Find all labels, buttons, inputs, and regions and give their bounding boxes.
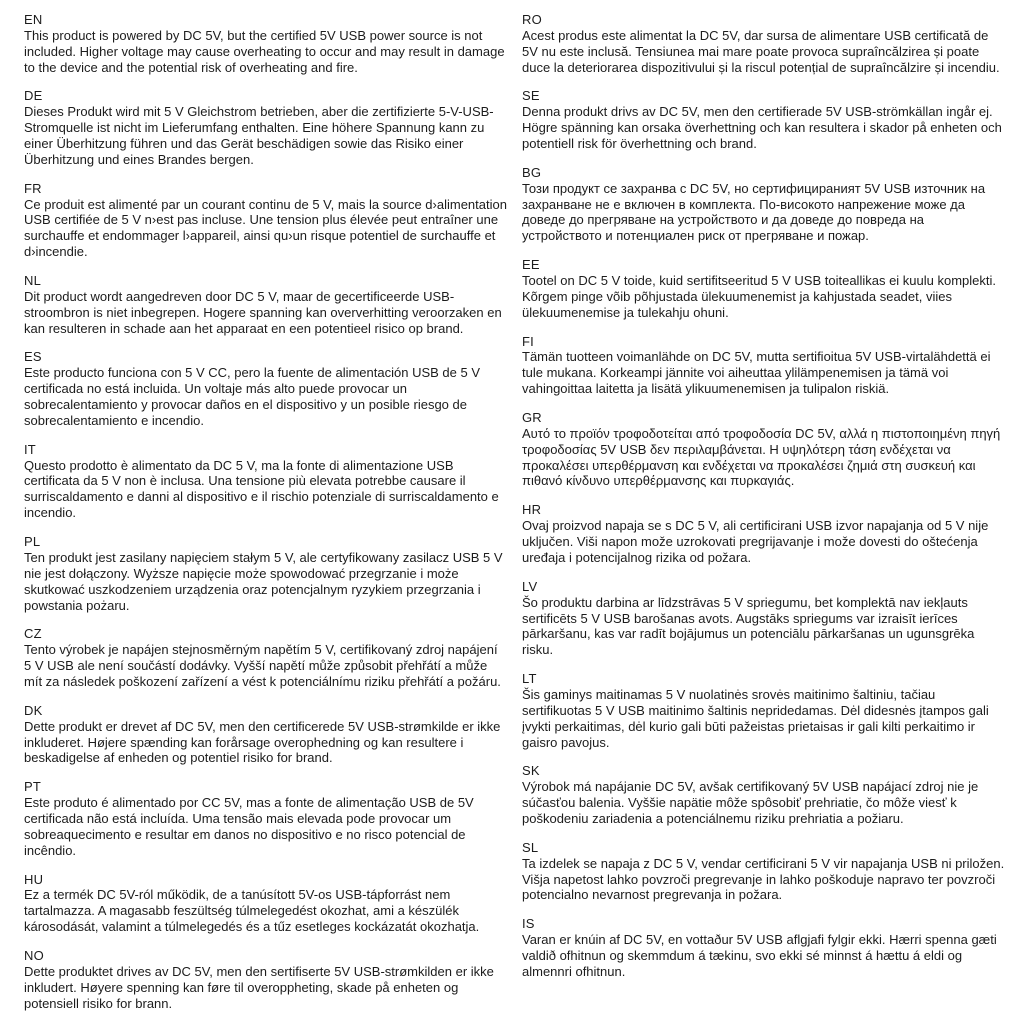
language-code: FI <box>522 333 534 349</box>
language-code: PL <box>24 534 41 550</box>
lang-section-en <box>24 12 508 75</box>
lang-section-sk <box>522 763 1006 826</box>
language-code: NO <box>24 947 44 963</box>
lang-section-es <box>24 349 508 428</box>
lang-section-fr <box>24 181 508 260</box>
warning-text: Dieses Produkt wird mit 5 V Gleichstrom betrieben, aber die zertifizierte 5-V-USB-Stromquelle ist nicht im Lieferumfang enthalten. Eine höhere Spannung kann zu einer Überhitzung führen und das Gerät beschädigen sowie das Risiko einer Überhitzung und eines Brandes bergen. <box>24 104 494 167</box>
language-code: NL <box>24 273 42 289</box>
warning-text: Denna produkt drivs av DC 5V, men den certifierade 5V USB-strömkällan ingår ej. Högre spänning kan orsaka överhettning och kan resultera i skador på enheten och potentiell risk för överhettning och brand. <box>522 104 1002 152</box>
warning-text: Tento výrobek je napájen stejnosměrným napětím 5 V, certifikovaný zdroj napájení 5 V USB ale není součástí dodávky. Vyšší napětí může způsobit přehřátí a může mít za následek poškození zařízení a vést k potenciálnímu riziku přehřátí a požáru. <box>24 642 501 689</box>
language-code: IS <box>522 916 535 932</box>
language-code: EE <box>522 257 540 273</box>
lang-section-bg <box>522 165 1006 244</box>
lang-section-de <box>24 88 508 167</box>
lang-section-nl <box>24 273 508 336</box>
language-code: DE <box>24 88 43 104</box>
warning-text: Este producto funciona con 5 V CC, pero la fuente de alimentación USB de 5 V certificada no está incluida. Un voltaje más alto puede provocar un sobrecalentamiento y provocar daños en el dispositivo y un posible riesgo de sobrecalentamiento e incendio. <box>24 365 480 428</box>
warning-text: Varan er knúin af DC 5V, en vottaður 5V USB aflgjafi fylgir ekki. Hærri spenna gæti valdið ofhitnun og skemmdum á tækinu, svo ekki sé minnst á hættu á eldi og almennri ofhitnun. <box>522 932 997 979</box>
warning-text: Tämän tuotteen voimanlähde on DC 5V, mutta sertifioitua 5V USB-virtalähdettä ei tule mukana. Korkeampi jännite voi aiheuttaa ylilämpenemisen ja tämä voi vahingoittaa laitetta ja lisätä ylikuumenemisen ja tulipalon riskiä. <box>522 349 991 397</box>
warning-text: Ovaj proizvod napaja se s DC 5 V, ali certificirani USB izvor napajanja od 5 V nije uključen. Viši napon može uzrokovati pregrijavanje i može dovesti do oštećenja uređaja i potencijalnog rizika od požara. <box>522 518 989 565</box>
lang-section-hr <box>522 502 1006 565</box>
warning-text: Šo produktu darbina ar līdzstrāvas 5 V spriegumu, bet komplektā nav iekļauts sertificēts 5 V USB barošanas avots. Augstāks spriegums var izraisīt ierīces pārkaršanu, kas var radīt bojājumus un potenciālu pārkaršanas un ugunsgrēka risku. <box>522 594 975 658</box>
warning-text: Výrobok má napájanie DC 5V, avšak certifikovaný 5V USB napájací zdroj nie je súčasťou balenia. Vyššie napätie môže spôsobiť prehriatie, čo môže viesť k poškodeniu zariadenia a potenciálnemu riziku prehriatia a požiaru. <box>522 779 979 826</box>
lang-section-dk <box>24 703 508 766</box>
warning-text: Αυτό το προϊόν τροφοδοτείται από τροφοδοσία DC 5V, αλλά η πιστοποιημένη πηγή τροφοδοσίας 5V USB δεν περιλαμβάνεται. Η υψηλότερη τάση ενδέχεται να προκαλέσει υπερθέρμανση και ενδέχεται να προκαλέσει ζημιά στη συσκευή και πιθανό κίνδυνο υπερθέρμανσης και πυρκαγιάς. <box>522 425 1001 489</box>
warning-text: Dit product wordt aangedreven door DC 5 V, maar de gecertificeerde USB-stroombron is niet inbegrepen. Hogere spanning kan oververhitting veroorzaken en kan resulteren in schade aan het apparaat en een potentieel risico op brand. <box>24 288 502 336</box>
warning-text: Ten produkt jest zasilany napięciem stałym 5 V, ale certyfikowany zasilacz USB 5 V nie jest dołączony. Wyższe napięcie może spowodować przegrzanie i może skutkować uszkodzeniem urządzenia oraz potencjalnym ryzykiem przegrzania i powstania pożaru. <box>24 549 503 613</box>
lang-section-gr <box>522 410 1006 489</box>
language-code: SK <box>522 763 540 779</box>
language-code: EN <box>24 12 43 27</box>
language-code: FR <box>24 180 42 196</box>
lang-section-ro <box>522 12 1006 75</box>
right-column <box>522 12 1006 1024</box>
warning-text: Ta izdelek se napaja z DC 5 V, vendar certificirani 5 V vir napajanja USB ni priložen. Višja napetost lahko povzroči pregrevanje in lahko poškoduje napravo ter povzroči potencialno nevarnost pregrevanja in požara. <box>522 855 1005 903</box>
warning-text: Questo prodotto è alimentato da DC 5 V, ma la fonte di alimentazione USB certificata da 5 V non è inclusa. Una tensione più elevata potrebbe causare il surriscaldamento e danni al dispositivo e il rischio potenziale di surriscaldamento e incendio. <box>24 457 499 521</box>
lang-section-ee <box>522 257 1006 320</box>
lang-section-pl <box>24 534 508 613</box>
lang-section-se <box>522 88 1006 151</box>
warning-text: Този продукт се захранва с DC 5V, но сертифицираният 5V USB източник на захранване не е включен в комплекта. По-високото напрежение може да доведе до прегряване на устройството и да доведе до повреда на устройството и потенциален риск от прегряване и пожар. <box>522 180 986 244</box>
lang-section-pt <box>24 779 508 858</box>
warning-text: Tootel on DC 5 V toide, kuid sertifitseeritud 5 V USB toiteallikas ei kuulu komplekti. Kõrgem pinge võib põhjustada ülekuumenemist ja kahjustada seadet, viies ülekuumenemise ja tulekahju ohuni. <box>522 273 997 320</box>
warning-text: Ez a termék DC 5V-ról működik, de a tanúsított 5V-os USB-tápforrást nem tartalmazza. A magasabb feszültség túlmelegedést okozhat, ami a készülék károsodását, valamint a túlmelegedés és a tűz esetleges kockázatát okozhatja. <box>24 887 480 935</box>
language-code: DK <box>24 702 43 718</box>
language-code: RO <box>522 12 542 27</box>
lang-section-hu <box>24 872 508 935</box>
language-code: ES <box>24 349 42 365</box>
lang-section-sl <box>522 840 1006 903</box>
language-code: PT <box>24 779 42 795</box>
language-code: SL <box>522 839 539 855</box>
warning-text: Acest produs este alimentat la DC 5V, dar sursa de alimentare USB certificată de 5V nu este inclusă. Tensiunea mai mare poate provoca supraîncălzirea și poate duce la deteriorarea dispozitivului și la riscul potențial de supraîncălzire și incendiu. <box>522 27 1000 75</box>
language-code: LV <box>522 578 538 594</box>
lang-section-lv <box>522 579 1006 658</box>
language-code: HU <box>24 871 44 887</box>
lang-section-it <box>24 442 508 521</box>
lang-section-fi <box>522 334 1006 397</box>
language-code: SE <box>522 88 540 104</box>
left-column <box>24 12 508 1024</box>
lang-section-is <box>522 916 1006 979</box>
language-code: BG <box>522 164 542 180</box>
lang-section-cz <box>24 626 508 689</box>
warning-text: Dette produkt er drevet af DC 5V, men den certificerede 5V USB-strømkilde er ikke inkluderet. Højere spænding kan forårsage overophedning og kan resultere i beskadigelse af enheden og potentiel risiko for brand. <box>24 718 501 766</box>
warning-text: Ce produit est alimenté par un courant continu de 5 V, mais la source d›alimentation USB certifiée de 5 V n›est pas incluse. Une tension plus élevée peut entraîner une surchauffe et endommager l›appareil, ainsi qu›un risque potentiel de surchauffe et d›incendie. <box>24 196 507 260</box>
warning-text: Dette produktet drives av DC 5V, men den sertifiserte 5V USB-strømkilden er ikke inkludert. Høyere spenning kan føre til overoppheting, skade på enheten og potensiell risiko for brann. <box>24 963 494 1011</box>
language-code: IT <box>24 441 36 457</box>
warning-text: Šis gaminys maitinamas 5 V nuolatinės srovės maitinimo šaltiniu, tačiau sertifikuotas 5 V USB maitinimo šaltinis nepridedamas. Dėl didesnės įtampos gali įvykti perkaitimas, dėl kurio gali būti pažeistas prietaisas ir gali kilti perkaitimo ir gaisro pavojus. <box>522 686 989 750</box>
language-code: GR <box>522 410 542 426</box>
language-code: CZ <box>24 626 42 642</box>
lang-section-lt <box>522 671 1006 750</box>
warning-text: Este produto é alimentado por CC 5V, mas a fonte de alimentação USB de 5V certificada não está incluída. Uma tensão mais elevada pode provocar um sobreaquecimento e resultar em danos no dispositivo e no risco potencial de incêndio. <box>24 795 474 858</box>
language-code: HR <box>522 502 542 518</box>
warning-text: This product is powered by DC 5V, but the certified 5V USB power source is not included. Higher voltage may cause overheating to occur and may result in damage to the device and the potential risk of overheating and fire. <box>24 27 505 75</box>
lang-section-no <box>24 948 508 1011</box>
language-code: LT <box>522 671 537 687</box>
